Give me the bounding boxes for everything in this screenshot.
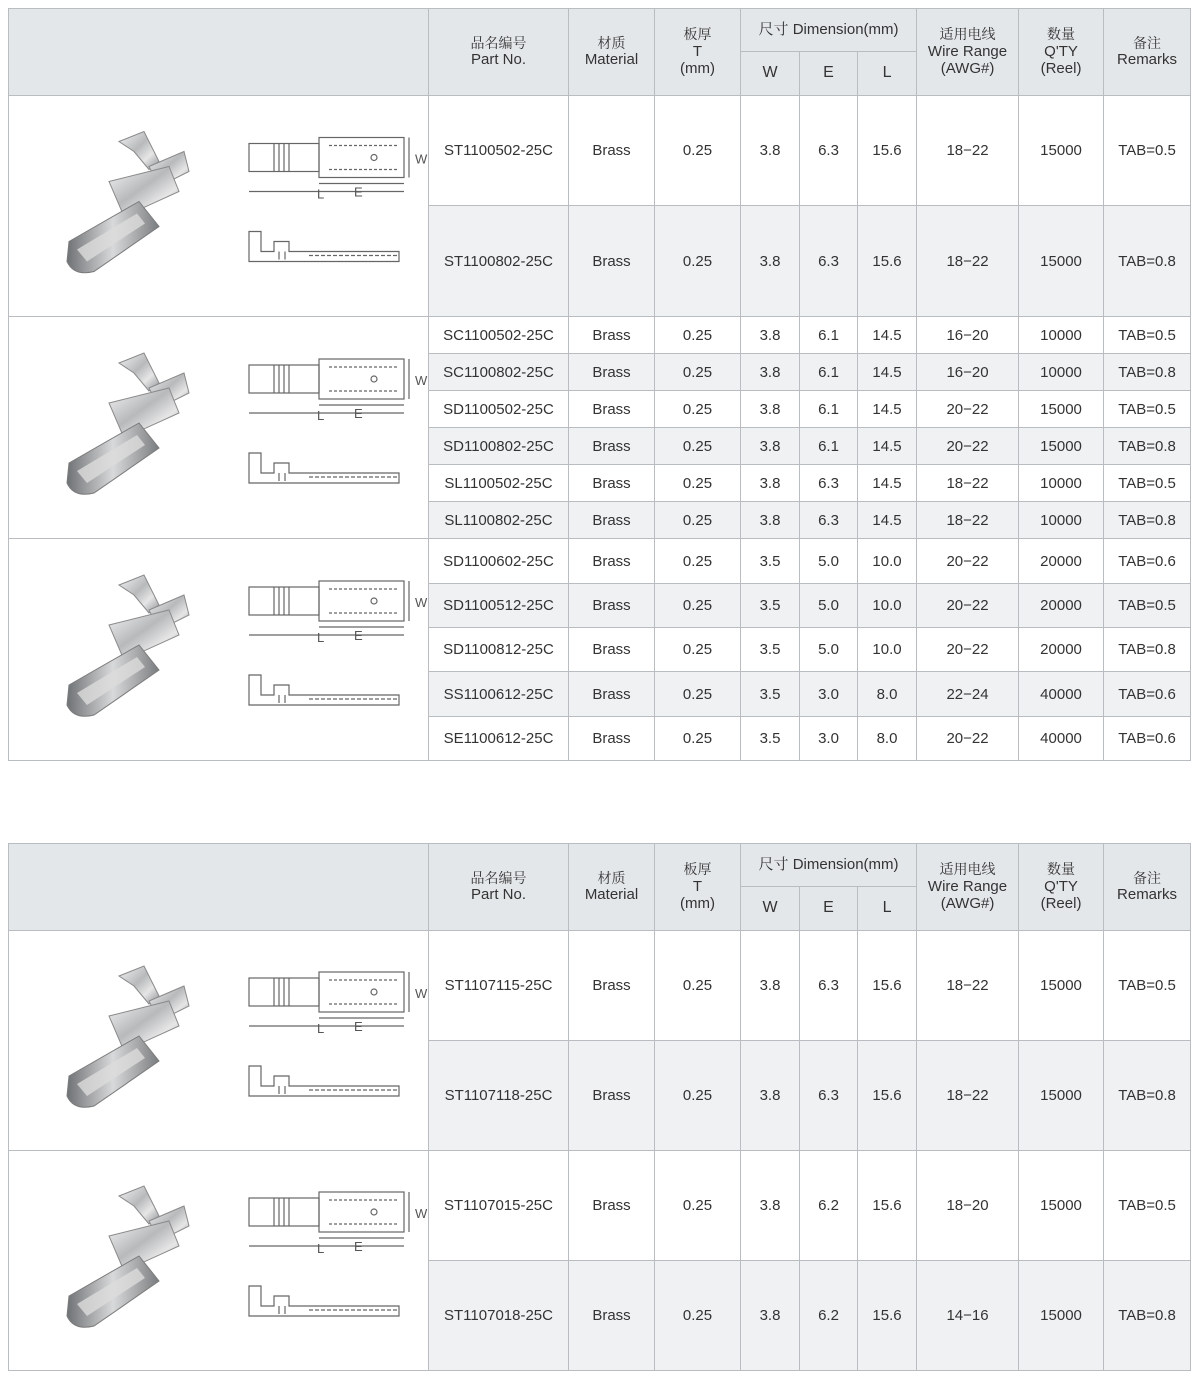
dim-l-cell: 14.5 [858,391,917,428]
dim-w-cell: 3.5 [741,672,800,717]
part-no-zh: 品名编号 [470,34,527,51]
wire-range-cell: 18−22 [917,502,1019,539]
remarks-header [1104,844,1191,931]
dim-l-cell: 8.0 [858,672,917,717]
image-header-cell [9,844,429,931]
part-no-cell: ST1107018-25C [429,1261,569,1371]
terminal-figure [9,931,429,1151]
table-row [9,931,1191,1041]
remarks-cell: TAB=0.5 [1104,931,1191,1041]
remarks-cell: TAB=0.8 [1104,628,1191,672]
dim-w-cell: 3.8 [741,354,800,391]
qty-cell: 10000 [1019,317,1104,354]
material-zh: 材质 [597,869,626,886]
part-no-en: Part No. [470,886,527,904]
material-zh: 材质 [597,34,626,51]
qty-cell: 15000 [1019,428,1104,465]
qty-cell: 15000 [1019,931,1104,1041]
qty-cell: 40000 [1019,717,1104,761]
side-view-drawing [249,453,399,483]
material-cell: Brass [569,931,655,1041]
dim-w-cell: 3.8 [741,96,800,206]
dim-w-cell: 3.8 [741,465,800,502]
material-cell: Brass [569,206,655,317]
dim-e-cell: 6.3 [800,96,858,206]
dim-l-cell: 14.5 [858,465,917,502]
dim-l-cell: 14.5 [858,428,917,465]
part-no-en: Part No. [470,51,527,69]
dimension-zh: 尺寸 [758,21,789,39]
dimension-label-l: L [317,186,325,202]
part-no-cell: ST1107115-25C [429,931,569,1041]
thickness-cell: 0.25 [655,628,741,672]
thickness-cell: 0.25 [655,391,741,428]
remarks-cell: TAB=0.5 [1104,465,1191,502]
qty-cell: 15000 [1019,1041,1104,1151]
top-view-drawing [249,1192,409,1246]
dimension-label-e: E [354,1019,363,1034]
dimension-header [741,844,917,887]
dimension-label-w: W [415,373,428,388]
thickness-cell: 0.25 [655,584,741,628]
thickness-cell: 0.25 [655,1151,741,1261]
remarks-zh: 备注 [1133,34,1162,51]
dim-w-cell: 3.5 [741,584,800,628]
qty-cell: 10000 [1019,502,1104,539]
dim-l-cell: 14.5 [858,354,917,391]
remarks-en: Remarks [1117,886,1178,904]
qty-unit: (Reel) [1040,60,1082,78]
dim-l-cell: 15.6 [858,1151,917,1261]
remarks-cell: TAB=0.8 [1104,1041,1191,1151]
material-en: Material [584,886,639,904]
dim-e-cell: 6.3 [800,931,858,1041]
terminal-figure [9,96,429,317]
terminal-photo [67,966,189,1107]
wire-zh: 适用电线 [939,861,996,878]
wire-range-cell: 22−24 [917,672,1019,717]
dimension-label-e: E [354,184,363,200]
wire-range-cell: 20−22 [917,391,1019,428]
top-view-drawing [249,138,409,192]
thickness-cell: 0.25 [655,931,741,1041]
wire-range-cell: 20−22 [917,539,1019,584]
dim-e-cell: 6.1 [800,354,858,391]
wire-range-cell: 18−22 [917,465,1019,502]
qty-en: Q'TY [1044,877,1078,895]
product-image-cell [9,1151,429,1371]
remarks-cell: TAB=0.6 [1104,672,1191,717]
material-cell: Brass [569,391,655,428]
terminal-spec-table-2 [8,843,1191,1371]
dim-l-cell: 14.5 [858,502,917,539]
remarks-en: Remarks [1117,51,1178,69]
part-no-zh: 品名编号 [470,869,527,886]
dimension-label-e: E [354,628,363,643]
thickness-header [655,9,741,96]
material-header [569,844,655,931]
dim-e-cell: 6.1 [800,391,858,428]
dim-e-cell: 6.3 [800,206,858,317]
remarks-cell: TAB=0.8 [1104,502,1191,539]
dim-w-cell: 3.8 [741,317,800,354]
side-view-drawing [249,1286,399,1316]
dim-l-cell: 10.0 [858,628,917,672]
remarks-cell: TAB=0.8 [1104,354,1191,391]
qty-cell: 10000 [1019,354,1104,391]
qty-cell: 20000 [1019,584,1104,628]
remarks-cell: TAB=0.8 [1104,428,1191,465]
qty-cell: 15000 [1019,206,1104,317]
dim-l-cell: 15.6 [858,931,917,1041]
dimension-label-l: L [317,1241,325,1256]
part-no-cell: SC1100802-25C [429,354,569,391]
remarks-cell: TAB=0.5 [1104,96,1191,206]
material-cell: Brass [569,717,655,761]
material-cell: Brass [569,428,655,465]
dim-l-header: L [858,887,917,931]
dim-w-cell: 3.8 [741,206,800,317]
thickness-cell: 0.25 [655,317,741,354]
dim-e-cell: 5.0 [800,539,858,584]
part-no-header [429,9,569,96]
product-image-cell [9,317,429,539]
part-no-cell: SL1100802-25C [429,502,569,539]
material-cell: Brass [569,354,655,391]
terminal-figure [9,1151,429,1371]
material-cell: Brass [569,672,655,717]
dim-e-cell: 6.3 [800,465,858,502]
dim-e-cell: 3.0 [800,672,858,717]
wire-unit: (AWG#) [940,60,995,78]
material-cell: Brass [569,502,655,539]
dimension-label-l: L [317,630,325,645]
qty-header [1019,844,1104,931]
terminal-photo [67,132,189,273]
dim-l-cell: 15.6 [858,96,917,206]
image-header-cell [9,9,429,96]
dim-w-cell: 3.5 [741,717,800,761]
dim-w-cell: 3.8 [741,391,800,428]
thickness-cell: 0.25 [655,502,741,539]
qty-cell: 10000 [1019,465,1104,502]
thickness-cell: 0.25 [655,1261,741,1371]
qty-zh: 数量 [1047,26,1076,43]
material-cell: Brass [569,96,655,206]
dim-e-header: E [800,887,858,931]
side-view-drawing [249,1066,399,1096]
dimension-en: Dimension(mm) [792,856,899,874]
dim-l-cell: 14.5 [858,317,917,354]
thickness-zh: 板厚 [683,26,712,43]
material-cell: Brass [569,1151,655,1261]
dim-w-cell: 3.8 [741,1151,800,1261]
remarks-cell: TAB=0.8 [1104,206,1191,317]
part-no-cell: SD1100812-25C [429,628,569,672]
dim-e-cell: 5.0 [800,584,858,628]
material-cell: Brass [569,539,655,584]
dim-w-header: W [741,52,800,96]
wire-range-cell: 20−22 [917,584,1019,628]
material-en: Material [584,51,639,69]
part-no-cell: ST1107118-25C [429,1041,569,1151]
dimension-label-w: W [415,986,428,1001]
product-image-cell [9,96,429,317]
top-view-drawing [249,359,409,413]
wire-range-cell: 18−22 [917,931,1019,1041]
thickness-cell: 0.25 [655,428,741,465]
wire-range-cell: 14−16 [917,1261,1019,1371]
part-no-cell: SD1100602-25C [429,539,569,584]
product-image-cell [9,931,429,1151]
dim-e-cell: 6.2 [800,1151,858,1261]
part-no-cell: SE1100612-25C [429,717,569,761]
part-no-cell: SC1100502-25C [429,317,569,354]
wire-en: Wire Range [927,877,1008,895]
dim-w-cell: 3.8 [741,1261,800,1371]
dimension-label-e: E [354,1239,363,1254]
wire-range-cell: 20−22 [917,428,1019,465]
wire-range-cell: 18−22 [917,1041,1019,1151]
side-view-drawing [249,675,399,705]
thickness-unit: (mm) [680,60,715,78]
part-no-cell: SD1100502-25C [429,391,569,428]
dim-w-cell: 3.5 [741,628,800,672]
terminal-photo [67,353,189,494]
wire-range-cell: 18−20 [917,1151,1019,1261]
thickness-cell: 0.25 [655,1041,741,1151]
thickness-cell: 0.25 [655,354,741,391]
qty-cell: 20000 [1019,539,1104,584]
part-no-header [429,844,569,931]
dim-e-cell: 6.3 [800,1041,858,1151]
dim-l-cell: 10.0 [858,584,917,628]
dim-e-cell: 3.0 [800,717,858,761]
remarks-cell: TAB=0.6 [1104,717,1191,761]
qty-unit: (Reel) [1040,895,1082,913]
wire-range-cell: 20−22 [917,717,1019,761]
remarks-cell: TAB=0.8 [1104,1261,1191,1371]
qty-cell: 15000 [1019,1151,1104,1261]
wire-range-cell: 16−20 [917,354,1019,391]
table-row [9,539,1191,584]
part-no-cell: ST1100502-25C [429,96,569,206]
thickness-cell: 0.25 [655,465,741,502]
dimension-zh: 尺寸 [758,856,789,874]
wire-range-header [917,844,1019,931]
part-no-cell: SD1100512-25C [429,584,569,628]
thickness-cell: 0.25 [655,717,741,761]
side-view-drawing [249,232,399,262]
remarks-zh: 备注 [1133,869,1162,886]
dimension-label-l: L [317,408,325,423]
qty-cell: 15000 [1019,1261,1104,1371]
part-no-cell: ST1100802-25C [429,206,569,317]
table-row [9,1151,1191,1261]
material-header [569,9,655,96]
terminal-photo [67,1186,189,1327]
thickness-header [655,844,741,931]
terminal-photo [67,575,189,716]
material-cell: Brass [569,584,655,628]
qty-cell: 15000 [1019,391,1104,428]
qty-en: Q'TY [1044,42,1078,60]
dimension-header [741,9,917,52]
dim-l-cell: 15.6 [858,1041,917,1151]
remarks-cell: TAB=0.5 [1104,584,1191,628]
qty-cell: 40000 [1019,672,1104,717]
dim-w-header: W [741,887,800,931]
dimension-label-w: W [415,1206,428,1221]
material-cell: Brass [569,628,655,672]
thickness-cell: 0.25 [655,672,741,717]
thickness-cell: 0.25 [655,96,741,206]
part-no-cell: SS1100612-25C [429,672,569,717]
dim-w-cell: 3.8 [741,428,800,465]
wire-range-cell: 18−22 [917,96,1019,206]
qty-zh: 数量 [1047,861,1076,878]
dim-w-cell: 3.8 [741,502,800,539]
dim-l-cell: 15.6 [858,206,917,317]
material-cell: Brass [569,1261,655,1371]
remarks-cell: TAB=0.6 [1104,539,1191,584]
material-cell: Brass [569,465,655,502]
dim-e-cell: 6.1 [800,428,858,465]
top-view-drawing [249,581,409,635]
table-row [9,317,1191,354]
terminal-figure [9,539,429,761]
dim-w-cell: 3.5 [741,539,800,584]
qty-cell: 20000 [1019,628,1104,672]
wire-en: Wire Range [927,42,1008,60]
dim-w-cell: 3.8 [741,1041,800,1151]
dim-e-header: E [800,52,858,96]
top-view-drawing [249,972,409,1026]
thickness-zh: 板厚 [683,861,712,878]
wire-range-cell: 18−22 [917,206,1019,317]
dim-l-cell: 15.6 [858,1261,917,1371]
remarks-header [1104,9,1191,96]
part-no-cell: ST1107015-25C [429,1151,569,1261]
dim-e-cell: 5.0 [800,628,858,672]
thickness-t: T [692,42,703,60]
remarks-cell: TAB=0.5 [1104,317,1191,354]
dim-w-cell: 3.8 [741,931,800,1041]
wire-range-cell: 16−20 [917,317,1019,354]
dim-e-cell: 6.1 [800,317,858,354]
thickness-cell: 0.25 [655,539,741,584]
dim-l-cell: 10.0 [858,539,917,584]
dimension-label-w: W [415,151,428,167]
dim-l-header: L [858,52,917,96]
wire-range-cell: 20−22 [917,628,1019,672]
dimension-label-e: E [354,406,363,421]
dim-l-cell: 8.0 [858,717,917,761]
dim-e-cell: 6.2 [800,1261,858,1371]
thickness-cell: 0.25 [655,206,741,317]
dimension-label-w: W [415,595,428,610]
part-no-cell: SD1100802-25C [429,428,569,465]
wire-range-header [917,9,1019,96]
thickness-t: T [692,877,703,895]
wire-zh: 适用电线 [939,26,996,43]
terminal-figure [9,317,429,539]
material-cell: Brass [569,317,655,354]
part-no-cell: SL1100502-25C [429,465,569,502]
dimension-en: Dimension(mm) [792,21,899,39]
terminal-spec-table-1 [8,8,1191,761]
dimension-label-l: L [317,1021,325,1036]
dim-e-cell: 6.3 [800,502,858,539]
thickness-unit: (mm) [680,895,715,913]
qty-header [1019,9,1104,96]
remarks-cell: TAB=0.5 [1104,1151,1191,1261]
product-image-cell [9,539,429,761]
remarks-cell: TAB=0.5 [1104,391,1191,428]
wire-unit: (AWG#) [940,895,995,913]
qty-cell: 15000 [1019,96,1104,206]
material-cell: Brass [569,1041,655,1151]
table-row [9,96,1191,206]
